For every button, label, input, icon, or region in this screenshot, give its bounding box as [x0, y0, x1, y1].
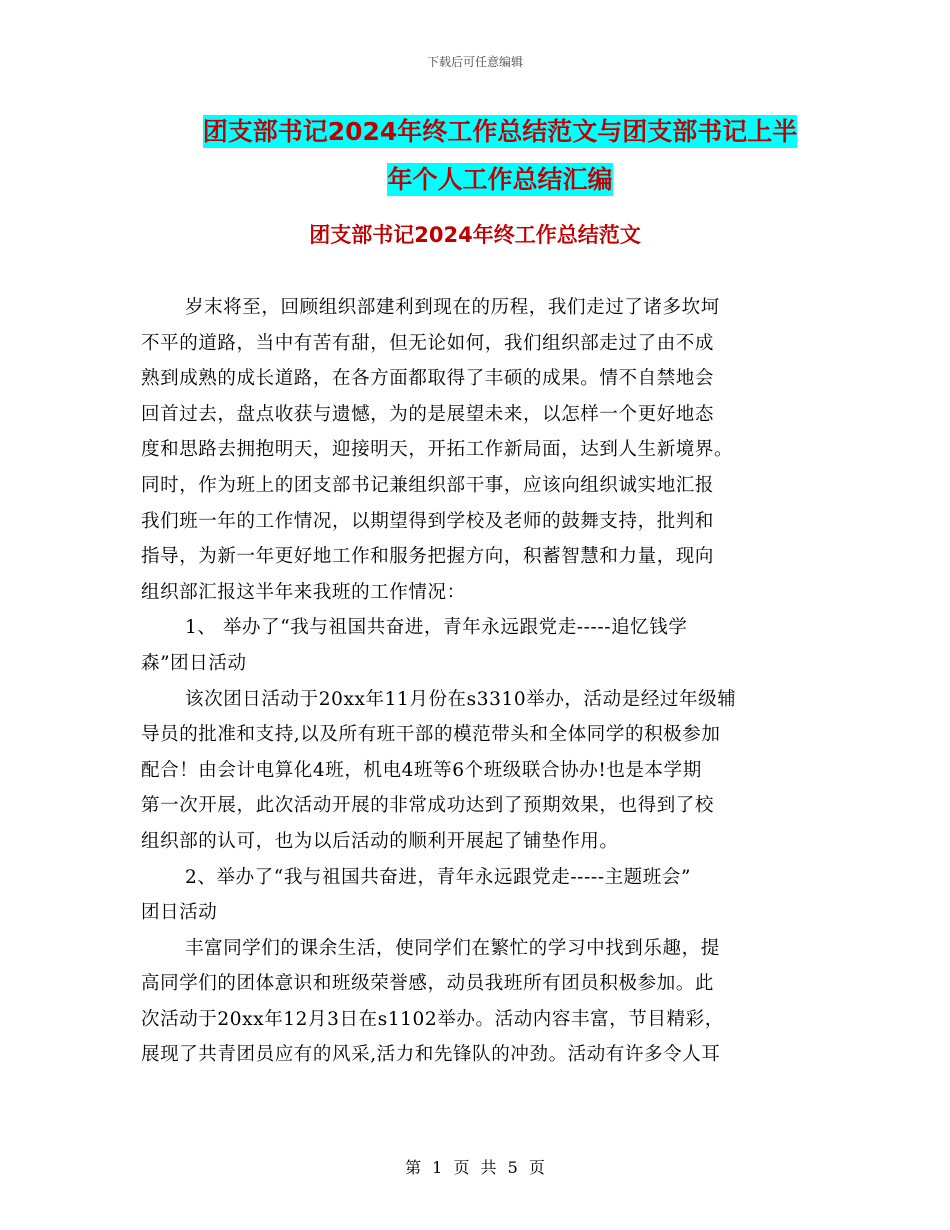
body-line: 导员的批准和支持,以及所有班干部的模范带头和全体同学的积极参加 — [141, 724, 721, 746]
body-line: 度和思路去拥抱明天，迎接明天，开拓工作新局面，达到人生新境界。 — [141, 439, 734, 461]
body-line: 组织部的认可，也为以后活动的顺利开展起了铺垫作用。 — [141, 830, 619, 852]
body-line: 森”团日活动 — [141, 652, 247, 674]
body-line: 团日活动 — [141, 902, 218, 924]
header-note: 下载后可任意编辑 — [426, 55, 523, 69]
body-line: 指导，为新一年更好地工作和服务把握方向，积蓄智慧和力量，现向 — [141, 546, 715, 568]
main-title — [140, 108, 860, 204]
body-line: 熟到成熟的成长道路，在各方面都取得了丰硕的成果。情不自禁地会 — [141, 368, 715, 390]
body-line: 不平的道路，当中有苦有甜，但无论如何，我们组织部走过了由不成 — [141, 332, 715, 354]
body-line: 该次团日活动于20xx年11月份在s3310举办，活动是经过年级辅 — [185, 688, 737, 710]
body-line: 组织部汇报这半年来我班的工作情况： — [141, 581, 466, 603]
main-title-line2: 年个人工作总结汇编 — [387, 165, 613, 194]
page-footer: 第 1 页 共 5 页 — [405, 1158, 545, 1177]
body-line: 第一次开展，此次活动开展的非常成功达到了预期效果，也得到了校 — [141, 795, 715, 817]
body-line: 配合！由会计电算化4班，机电4班等6个班级联合协办!也是本学期 — [141, 759, 702, 781]
body-line: 我们班一年的工作情况，以期望得到学校及老师的鼓舞支持，批判和 — [141, 510, 715, 532]
body-line: 2、举办了“我与祖国共奋进，青年永远跟党走-----主题班会” — [185, 866, 692, 888]
body-line: 丰富同学们的课余生活，使同学们在繁忙的学习中找到乐趣，提 — [185, 937, 720, 959]
body-line: 岁末将至，回顾组织部建利到现在的历程，我们走过了诸多坎坷 — [185, 297, 720, 318]
main-title-line1: 团支部书记2024年终工作总结范文与团支部书记上半 — [202, 117, 798, 146]
body-line: 高同学们的团体意识和班级荣誉感，动员我班所有团员积极参加。此 — [141, 973, 715, 995]
body-line: 1、 举办了“我与祖国共奋进，青年永远跟党走-----追忆钱学 — [185, 617, 688, 639]
body-text — [141, 290, 811, 1073]
body-line: 次活动于20xx年12月3日在s1102举办。活动内容丰富，节目精彩， — [141, 1008, 724, 1030]
body-line: 展现了共青团员应有的风采,活力和先锋队的冲劲。活动有许多令人耳 — [141, 1044, 721, 1066]
body-line: 同时，作为班上的团支部书记兼组织部干事，应该向组织诚实地汇报 — [141, 474, 715, 496]
body-line: 回首过去，盘点收获与遗憾，为的是展望未来，以怎样一个更好地态 — [141, 403, 715, 425]
section-subtitle: 团支部书记2024年终工作总结范文 — [309, 223, 641, 247]
